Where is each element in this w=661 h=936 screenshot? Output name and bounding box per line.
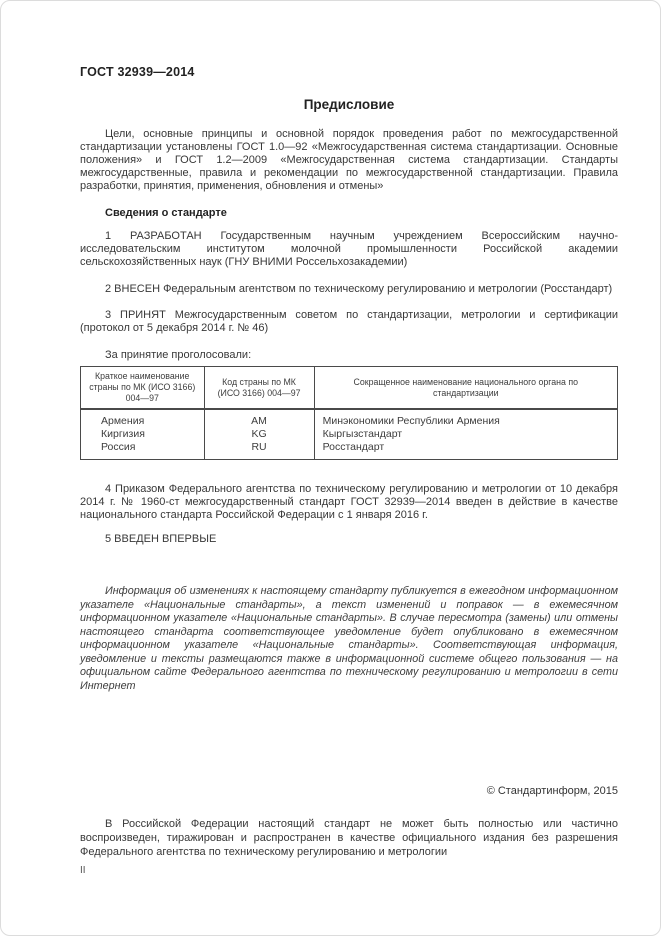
vote-table (80, 366, 618, 460)
reproduction-notice: В Российской Федерации настоящий стандарт не может быть полностью или частично воспроизведен, тиражирован и распространен в качестве официального издания без разрешения Федерального агентства по техническому регулированию и метрологии (80, 818, 618, 858)
cell-org: Минэкономики Республики Армения (314, 409, 617, 428)
clause-order: 4 Приказом Федерального агентства по техническому регулированию и метрологии от 10 декабря 2014 г. № 1960-ст межгосударственный стандарт ГОСТ 32939—2014 введен в действие в качестве национального стандарта Российской Федерации с 1 января 2016 г. (80, 483, 618, 521)
clause-submitted: 2 ВНЕСЕН Федеральным агентством по техническому регулированию и метрологии (Росстандарт) (105, 283, 613, 295)
page-number: II (80, 865, 86, 877)
table-row (81, 409, 618, 428)
column-header-country: Краткое наименование страны по МК (ИСО 3166) 004—97 (81, 367, 205, 410)
cell-code: AM (204, 409, 314, 428)
vote-intro: За принятие проголосовали: (105, 349, 252, 361)
cell-country: Киргизия (81, 428, 205, 441)
cell-org: Росстандарт (314, 441, 617, 460)
clause-adopted: 3 ПРИНЯТ Межгосударственным советом по стандартизации, метрологии и сертификации (протокол от 5 декабря 2014 г. № 46) (80, 309, 618, 334)
vote-table-header (81, 367, 618, 410)
cell-code: KG (204, 428, 314, 441)
cell-country: Россия (81, 441, 205, 460)
cell-org: Кыргызстандарт (314, 428, 617, 441)
clause-developed: 1 РАЗРАБОТАН Государственным научным учреждением Всероссийским научно-исследовательским институтом молочной промышленности Российской академии сельскохозяйственных наук (ГНУ ВНИМИ Россельхозакадемии) (80, 230, 618, 268)
standard-info-heading: Сведения о стандарте (105, 207, 227, 219)
clause-first-edition: 5 ВВЕДЕН ВПЕРВЫЕ (105, 533, 217, 545)
intro-paragraph: Цели, основные принципы и основной порядок проведения работ по межгосударственной стандартизации установлены ГОСТ 1.0—92 «Межгосударственная система стандартизации. Основные положения» и ГОСТ 1.2—2009 «Межгосударственная система стандартизации. Стандарты межгосударственные, правила и рекомендации по межгосударственной стандартизации. Правила разработки, принятия, применения, обновления и отмены» (80, 128, 618, 192)
amendments-note: Информация об изменениях к настоящему стандарту публикуется в ежегодном информационном указателе «Национальные стандарты», а текст изменений и поправок — в ежемесячном информационном указателе «Национальные стандарты». В случае пересмотра (замены) или отмены настоящего стандарта соответствующее уведомление будет опубликовано в ежемесячном информационном указателе «Национальные стандарты». Соответствующая информация, уведомление и тексты размещаются также в информационной системе общего пользования — на официальном сайте Федерального агентства по техническому регулированию и метрологии в сети Интернет (80, 585, 618, 692)
table-row (81, 428, 618, 441)
doc-code: ГОСТ 32939—2014 (80, 65, 195, 79)
cell-code: RU (204, 441, 314, 460)
column-header-code: Код страны по МК (ИСО 3166) 004—97 (204, 367, 314, 410)
vote-table-body (81, 409, 618, 460)
page-content (1, 1, 660, 876)
cell-country: Армения (81, 409, 205, 428)
column-header-body: Сокращенное наименование национального органа по стандартизации (314, 367, 617, 410)
page-title: Предисловие (303, 97, 395, 112)
copyright-line: © Стандартинформ, 2015 (486, 785, 618, 797)
table-row (81, 441, 618, 460)
